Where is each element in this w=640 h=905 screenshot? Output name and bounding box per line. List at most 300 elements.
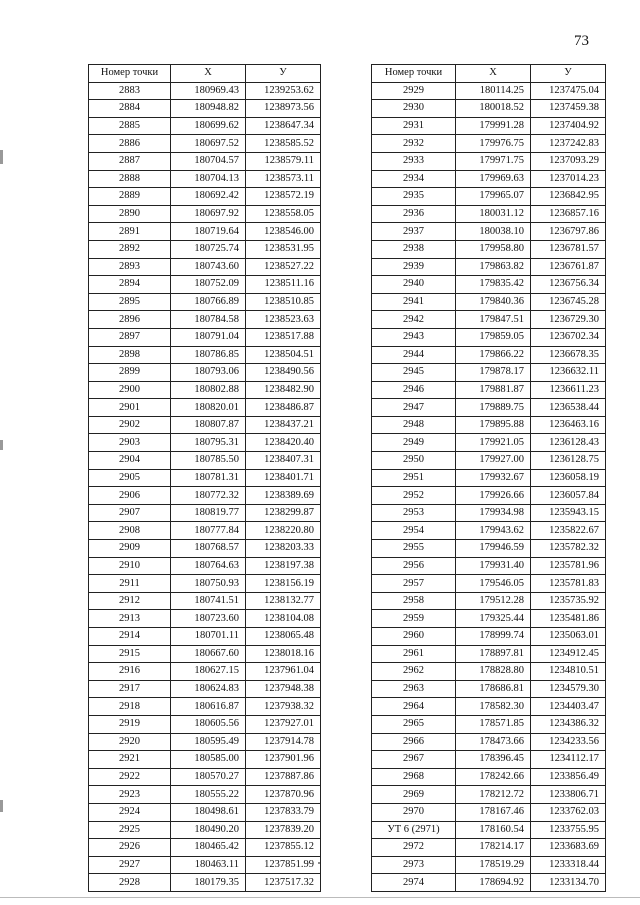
x-coordinate-cell: 178519.29	[456, 856, 531, 874]
y-coordinate-cell: 1234112.17	[531, 751, 606, 769]
table-row	[372, 205, 606, 223]
y-coordinate-cell: 1236842.95	[531, 188, 606, 206]
table-row	[372, 346, 606, 364]
table-row	[372, 240, 606, 258]
table-row	[372, 874, 606, 892]
point-number-cell: 2925	[89, 821, 171, 839]
x-coordinate-cell: 180807.87	[171, 416, 246, 434]
y-coordinate-cell: 1237948.38	[246, 680, 321, 698]
x-coordinate-cell: 180819.77	[171, 504, 246, 522]
y-coordinate-cell: 1237839.20	[246, 821, 321, 839]
y-coordinate-cell: 1233806.71	[531, 786, 606, 804]
x-coordinate-cell: 179927.00	[456, 452, 531, 470]
x-coordinate-cell: 180820.01	[171, 399, 246, 417]
y-coordinate-cell: 1236761.87	[531, 258, 606, 276]
table-row	[89, 610, 321, 628]
point-number-cell: 2901	[89, 399, 171, 417]
table-row	[89, 223, 321, 241]
x-coordinate-cell: 180667.60	[171, 645, 246, 663]
point-number-cell: 2934	[372, 170, 456, 188]
table-row	[372, 628, 606, 646]
table-row	[372, 100, 606, 118]
point-number-cell: 2907	[89, 504, 171, 522]
table-row	[372, 821, 606, 839]
x-coordinate-cell: 178694.92	[456, 874, 531, 892]
point-number-cell: 2919	[89, 715, 171, 733]
point-number-cell: 2917	[89, 680, 171, 698]
x-coordinate-cell: 180786.85	[171, 346, 246, 364]
x-coordinate-cell: 180570.27	[171, 768, 246, 786]
y-coordinate-cell: 1236729.30	[531, 311, 606, 329]
table-row	[89, 188, 321, 206]
y-coordinate-cell: 1233683.69	[531, 839, 606, 857]
point-number-cell: 2890	[89, 205, 171, 223]
table-row	[372, 258, 606, 276]
x-coordinate-cell: 180743.60	[171, 258, 246, 276]
x-coordinate-cell: 178167.46	[456, 803, 531, 821]
y-coordinate-cell: 1236678.35	[531, 346, 606, 364]
point-number-cell: 2964	[372, 698, 456, 716]
table-row	[372, 170, 606, 188]
point-number-cell: 2939	[372, 258, 456, 276]
y-coordinate-cell: 1237014.23	[531, 170, 606, 188]
table-row	[89, 487, 321, 505]
scan-edge-mark	[0, 150, 3, 164]
y-coordinate-cell: 1238517.88	[246, 328, 321, 346]
point-number-cell: 2963	[372, 680, 456, 698]
y-coordinate-cell: 1234403.47	[531, 698, 606, 716]
y-coordinate-cell: 1239253.62	[246, 82, 321, 100]
x-coordinate-cell: 180465.42	[171, 839, 246, 857]
point-number-cell: 2896	[89, 311, 171, 329]
table-row	[89, 557, 321, 575]
x-coordinate-cell: 180179.35	[171, 874, 246, 892]
point-number-cell: 2953	[372, 504, 456, 522]
point-number-cell: 2947	[372, 399, 456, 417]
point-number-cell: 2894	[89, 276, 171, 294]
y-coordinate-cell: 1238203.33	[246, 540, 321, 558]
x-coordinate-cell: 179934.98	[456, 504, 531, 522]
x-coordinate-cell: 180725.74	[171, 240, 246, 258]
table-row	[89, 874, 321, 892]
table-row	[89, 786, 321, 804]
y-coordinate-cell: 1236057.84	[531, 487, 606, 505]
table-row	[372, 82, 606, 100]
y-coordinate-cell: 1234233.56	[531, 733, 606, 751]
x-coordinate-cell: 180764.63	[171, 557, 246, 575]
y-coordinate-cell: 1233318.44	[531, 856, 606, 874]
point-number-cell: 2932	[372, 135, 456, 153]
x-coordinate-cell: 179971.75	[456, 152, 531, 170]
point-number-cell: 2887	[89, 152, 171, 170]
point-number-cell: 2937	[372, 223, 456, 241]
y-coordinate-cell: 1238490.56	[246, 364, 321, 382]
point-number-cell: 2967	[372, 751, 456, 769]
table-row	[372, 504, 606, 522]
column-header-x: X	[456, 65, 531, 83]
x-coordinate-cell: 179932.67	[456, 469, 531, 487]
y-coordinate-cell: 1237887.86	[246, 768, 321, 786]
y-coordinate-cell: 1238389.69	[246, 487, 321, 505]
x-coordinate-cell: 180624.83	[171, 680, 246, 698]
x-coordinate-cell: 180555.22	[171, 786, 246, 804]
point-number-cell: 2957	[372, 575, 456, 593]
y-coordinate-cell: 1234810.51	[531, 663, 606, 681]
x-coordinate-cell: 179958.80	[456, 240, 531, 258]
table-row	[372, 839, 606, 857]
y-coordinate-cell: 1237517.32	[246, 874, 321, 892]
x-coordinate-cell: 178242.66	[456, 768, 531, 786]
y-coordinate-cell: 1237855.12	[246, 839, 321, 857]
x-coordinate-cell: 180627.15	[171, 663, 246, 681]
table-row	[89, 628, 321, 646]
table-row	[372, 856, 606, 874]
y-coordinate-cell: 1238220.80	[246, 522, 321, 540]
y-coordinate-cell: 1237833.79	[246, 803, 321, 821]
table-row	[372, 223, 606, 241]
table-row	[89, 575, 321, 593]
point-number-cell: 2970	[372, 803, 456, 821]
point-number-cell: 2974	[372, 874, 456, 892]
y-coordinate-cell: 1236632.11	[531, 364, 606, 382]
y-coordinate-cell: 1238132.77	[246, 592, 321, 610]
x-coordinate-cell: 180605.56	[171, 715, 246, 733]
point-number-cell: 2962	[372, 663, 456, 681]
point-number-cell: 2924	[89, 803, 171, 821]
x-coordinate-cell: 180031.12	[456, 205, 531, 223]
point-number-cell: 2926	[89, 839, 171, 857]
point-number-cell: 2969	[372, 786, 456, 804]
point-number-cell: 2955	[372, 540, 456, 558]
point-number-cell: 2895	[89, 293, 171, 311]
y-coordinate-cell: 1237475.04	[531, 82, 606, 100]
point-number-cell: 2892	[89, 240, 171, 258]
x-coordinate-cell: 180750.93	[171, 575, 246, 593]
table-row	[372, 452, 606, 470]
point-number-cell: 2905	[89, 469, 171, 487]
point-number-cell: 2903	[89, 434, 171, 452]
point-number-cell: 2885	[89, 117, 171, 135]
y-coordinate-cell: 1233856.49	[531, 768, 606, 786]
table-row	[372, 592, 606, 610]
point-number-cell: 2899	[89, 364, 171, 382]
x-coordinate-cell: 179931.40	[456, 557, 531, 575]
table-row	[89, 768, 321, 786]
y-coordinate-cell: 1238156.19	[246, 575, 321, 593]
table-row	[89, 504, 321, 522]
table-row	[372, 768, 606, 786]
y-coordinate-cell: 1237093.29	[531, 152, 606, 170]
table-row	[89, 346, 321, 364]
y-coordinate-cell: 1238511.16	[246, 276, 321, 294]
y-coordinate-cell: 1236128.75	[531, 452, 606, 470]
x-coordinate-cell: 180697.92	[171, 205, 246, 223]
x-coordinate-cell: 179840.36	[456, 293, 531, 311]
point-number-cell: 2941	[372, 293, 456, 311]
x-coordinate-cell: 179889.75	[456, 399, 531, 417]
table-row	[372, 276, 606, 294]
x-coordinate-cell: 180585.00	[171, 751, 246, 769]
table-row	[89, 751, 321, 769]
y-coordinate-cell: 1238546.00	[246, 223, 321, 241]
x-coordinate-cell: 180781.31	[171, 469, 246, 487]
table-row	[372, 522, 606, 540]
y-coordinate-cell: 1238579.11	[246, 152, 321, 170]
coordinates-table-right	[371, 64, 606, 892]
table-row	[89, 856, 321, 874]
table-row	[89, 803, 321, 821]
y-coordinate-cell: 1238504.51	[246, 346, 321, 364]
point-number-cell: 2940	[372, 276, 456, 294]
table-row	[372, 610, 606, 628]
y-coordinate-cell: 1234912.45	[531, 645, 606, 663]
point-number-cell: 2909	[89, 540, 171, 558]
point-number-cell: 2965	[372, 715, 456, 733]
table-row	[89, 152, 321, 170]
point-number-cell: 2910	[89, 557, 171, 575]
table-row	[372, 469, 606, 487]
y-coordinate-cell: 1236058.19	[531, 469, 606, 487]
y-coordinate-cell: 1238523.63	[246, 311, 321, 329]
y-coordinate-cell: 1238437.21	[246, 416, 321, 434]
y-coordinate-cell: 1237242.83	[531, 135, 606, 153]
x-coordinate-cell: 178571.85	[456, 715, 531, 733]
table-row	[89, 839, 321, 857]
point-number-cell: 2897	[89, 328, 171, 346]
x-coordinate-cell: 178214.17	[456, 839, 531, 857]
table-row	[372, 328, 606, 346]
y-coordinate-cell: 1238407.31	[246, 452, 321, 470]
point-number-cell: 2906	[89, 487, 171, 505]
point-number-cell: 2902	[89, 416, 171, 434]
x-coordinate-cell: 178396.45	[456, 751, 531, 769]
point-number-cell: 2912	[89, 592, 171, 610]
y-coordinate-cell: 1237851.99	[246, 856, 321, 874]
x-coordinate-cell: 179859.05	[456, 328, 531, 346]
y-coordinate-cell: 1235781.83	[531, 575, 606, 593]
table-row	[89, 240, 321, 258]
x-coordinate-cell: 180114.25	[456, 82, 531, 100]
x-coordinate-cell: 180772.32	[171, 487, 246, 505]
x-coordinate-cell: 180697.52	[171, 135, 246, 153]
table-row	[89, 540, 321, 558]
x-coordinate-cell: 180802.88	[171, 381, 246, 399]
scan-edge-mark	[0, 800, 3, 812]
point-number-cell: 2966	[372, 733, 456, 751]
table-row	[89, 698, 321, 716]
table-row	[89, 82, 321, 100]
table-row	[372, 152, 606, 170]
point-number-cell: 2961	[372, 645, 456, 663]
point-number-cell: 2973	[372, 856, 456, 874]
x-coordinate-cell: 180719.64	[171, 223, 246, 241]
y-coordinate-cell: 1235735.92	[531, 592, 606, 610]
x-coordinate-cell: 180692.42	[171, 188, 246, 206]
y-coordinate-cell: 1237938.32	[246, 698, 321, 716]
point-number-cell: УТ 6 (2971)	[372, 821, 456, 839]
table-row	[372, 399, 606, 417]
x-coordinate-cell: 180463.11	[171, 856, 246, 874]
table-row	[89, 135, 321, 153]
point-number-cell: 2891	[89, 223, 171, 241]
point-number-cell: 2922	[89, 768, 171, 786]
x-coordinate-cell: 178897.81	[456, 645, 531, 663]
table-row	[89, 715, 321, 733]
point-number-cell: 2923	[89, 786, 171, 804]
y-coordinate-cell: 1238197.38	[246, 557, 321, 575]
y-coordinate-cell: 1238510.85	[246, 293, 321, 311]
x-coordinate-cell: 178473.66	[456, 733, 531, 751]
table-row	[372, 293, 606, 311]
y-coordinate-cell: 1236756.34	[531, 276, 606, 294]
table-row	[89, 680, 321, 698]
x-coordinate-cell: 178212.72	[456, 786, 531, 804]
point-number-cell: 2959	[372, 610, 456, 628]
table-row	[89, 733, 321, 751]
table-row	[89, 328, 321, 346]
table-row	[89, 364, 321, 382]
point-number-cell: 2954	[372, 522, 456, 540]
table-header-row	[89, 65, 321, 83]
table-row	[372, 645, 606, 663]
point-number-cell: 2948	[372, 416, 456, 434]
point-number-cell: 2931	[372, 117, 456, 135]
x-coordinate-cell: 179847.51	[456, 311, 531, 329]
point-number-cell: 2950	[372, 452, 456, 470]
x-coordinate-cell: 179866.22	[456, 346, 531, 364]
coordinates-table-left	[88, 64, 321, 892]
table-row	[372, 117, 606, 135]
x-coordinate-cell: 180795.31	[171, 434, 246, 452]
column-header-point: Номер точки	[89, 65, 171, 83]
table-row	[372, 803, 606, 821]
table-row	[89, 399, 321, 417]
table-row	[89, 416, 321, 434]
point-number-cell: 2943	[372, 328, 456, 346]
point-number-cell: 2911	[89, 575, 171, 593]
table-row	[372, 434, 606, 452]
x-coordinate-cell: 179976.75	[456, 135, 531, 153]
x-coordinate-cell: 180616.87	[171, 698, 246, 716]
point-number-cell: 2942	[372, 311, 456, 329]
x-coordinate-cell: 179881.87	[456, 381, 531, 399]
table-row	[89, 821, 321, 839]
x-coordinate-cell: 179325.44	[456, 610, 531, 628]
y-coordinate-cell: 1238299.87	[246, 504, 321, 522]
y-coordinate-cell: 1238420.40	[246, 434, 321, 452]
x-coordinate-cell: 180785.50	[171, 452, 246, 470]
y-coordinate-cell: 1235782.32	[531, 540, 606, 558]
y-coordinate-cell: 1238558.05	[246, 205, 321, 223]
x-coordinate-cell: 179943.62	[456, 522, 531, 540]
point-number-cell: 2944	[372, 346, 456, 364]
x-coordinate-cell: 179991.28	[456, 117, 531, 135]
point-number-cell: 2898	[89, 346, 171, 364]
y-coordinate-cell: 1237404.92	[531, 117, 606, 135]
table-row	[89, 276, 321, 294]
point-number-cell: 2936	[372, 205, 456, 223]
table-row	[89, 205, 321, 223]
point-number-cell: 2918	[89, 698, 171, 716]
scan-edge-mark	[0, 440, 3, 450]
y-coordinate-cell: 1238585.52	[246, 135, 321, 153]
y-coordinate-cell: 1236745.28	[531, 293, 606, 311]
x-coordinate-cell: 180969.43	[171, 82, 246, 100]
point-number-cell: 2908	[89, 522, 171, 540]
y-coordinate-cell: 1234386.32	[531, 715, 606, 733]
x-coordinate-cell: 178582.30	[456, 698, 531, 716]
x-coordinate-cell: 180595.49	[171, 733, 246, 751]
table-row	[89, 170, 321, 188]
y-coordinate-cell: 1235063.01	[531, 628, 606, 646]
y-coordinate-cell: 1233762.03	[531, 803, 606, 821]
point-number-cell: 2913	[89, 610, 171, 628]
y-coordinate-cell: 1238527.22	[246, 258, 321, 276]
x-coordinate-cell: 180948.82	[171, 100, 246, 118]
table-row	[372, 364, 606, 382]
point-number-cell: 2886	[89, 135, 171, 153]
x-coordinate-cell: 179926.66	[456, 487, 531, 505]
y-coordinate-cell: 1235781.96	[531, 557, 606, 575]
y-coordinate-cell: 1237914.78	[246, 733, 321, 751]
table-row	[89, 100, 321, 118]
point-number-cell: 2889	[89, 188, 171, 206]
x-coordinate-cell: 180768.57	[171, 540, 246, 558]
point-number-cell: 2958	[372, 592, 456, 610]
point-number-cell: 2927	[89, 856, 171, 874]
y-coordinate-cell: 1238486.87	[246, 399, 321, 417]
y-coordinate-cell: 1238065.48	[246, 628, 321, 646]
point-number-cell: 2938	[372, 240, 456, 258]
point-number-cell: 2930	[372, 100, 456, 118]
point-number-cell: 2968	[372, 768, 456, 786]
table-row	[372, 751, 606, 769]
table-row	[372, 698, 606, 716]
x-coordinate-cell: 180018.52	[456, 100, 531, 118]
x-coordinate-cell: 179546.05	[456, 575, 531, 593]
x-coordinate-cell: 179512.28	[456, 592, 531, 610]
point-number-cell: 2915	[89, 645, 171, 663]
table-row	[89, 452, 321, 470]
x-coordinate-cell: 180793.06	[171, 364, 246, 382]
point-number-cell: 2960	[372, 628, 456, 646]
table-row	[89, 592, 321, 610]
y-coordinate-cell: 1233755.95	[531, 821, 606, 839]
table-row	[89, 434, 321, 452]
y-coordinate-cell: 1236702.34	[531, 328, 606, 346]
y-coordinate-cell: 1237901.96	[246, 751, 321, 769]
table-row	[372, 135, 606, 153]
y-coordinate-cell: 1237459.38	[531, 100, 606, 118]
x-coordinate-cell: 180723.60	[171, 610, 246, 628]
y-coordinate-cell: 1236781.57	[531, 240, 606, 258]
point-number-cell: 2884	[89, 100, 171, 118]
x-coordinate-cell: 179895.88	[456, 416, 531, 434]
x-coordinate-cell: 179965.07	[456, 188, 531, 206]
table-row	[89, 645, 321, 663]
x-coordinate-cell: 178999.74	[456, 628, 531, 646]
x-coordinate-cell: 178686.81	[456, 680, 531, 698]
y-coordinate-cell: 1237927.01	[246, 715, 321, 733]
table-row	[372, 715, 606, 733]
table-row	[89, 469, 321, 487]
table-row	[372, 381, 606, 399]
x-coordinate-cell: 178160.54	[456, 821, 531, 839]
x-coordinate-cell: 180704.13	[171, 170, 246, 188]
x-coordinate-cell: 179921.05	[456, 434, 531, 452]
table-row	[89, 663, 321, 681]
point-number-cell: 2893	[89, 258, 171, 276]
